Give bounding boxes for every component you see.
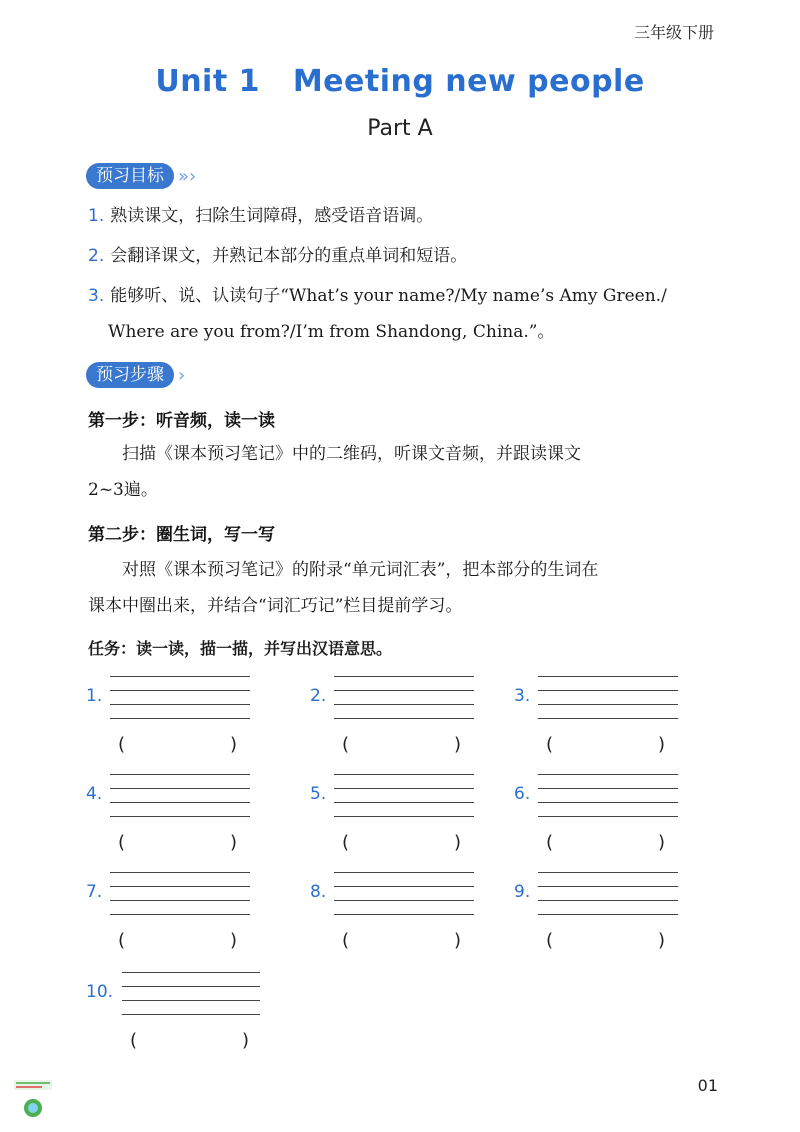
step1-paragraph (88, 436, 716, 508)
answer-field[interactable] (134, 932, 226, 956)
item-number: 3. (514, 686, 531, 706)
step2-paragraph (88, 552, 716, 624)
chevron-right-icon: › (178, 364, 186, 386)
answer-paren-close: ) (454, 930, 462, 951)
writing-line[interactable] (122, 972, 260, 973)
answer-field[interactable] (562, 932, 654, 956)
writing-line[interactable] (334, 676, 474, 677)
page-number: 01 (697, 1076, 718, 1095)
goal-number: 2. (88, 246, 105, 266)
item-number: 9. (514, 882, 531, 902)
writing-line[interactable] (110, 718, 250, 719)
answer-paren-open: ( (118, 930, 126, 951)
writing-line[interactable] (110, 704, 250, 705)
answer-paren-close: ) (230, 832, 238, 853)
answer-paren-open: ( (118, 832, 126, 853)
answer-paren-open: ( (546, 734, 554, 755)
unit-title: Unit 1 Meeting new people (155, 64, 645, 99)
answer-field[interactable] (134, 834, 226, 858)
writing-line[interactable] (110, 900, 250, 901)
task-instruction: 任务：读一读，描一描，并写出汉语意思。 (88, 639, 393, 658)
goal-text: 会翻译课文，并熟记本部分的重点单词和短语。 (110, 246, 468, 266)
writing-line[interactable] (110, 690, 250, 691)
writing-line[interactable] (334, 872, 474, 873)
item-number: 6. (514, 784, 531, 804)
chevron-right-icon: »› (178, 165, 197, 187)
answer-field[interactable] (134, 736, 226, 760)
answer-paren-open: ( (130, 1030, 138, 1051)
item-number: 5. (310, 784, 327, 804)
answer-paren-close: ) (454, 832, 462, 853)
step1-line: 扫描《课本预习笔记》中的二维码，听课文音频，并跟读课文 (122, 444, 581, 464)
writing-line[interactable] (110, 788, 250, 789)
goal-text: 熟读课文，扫除生词障碍，感受语音语调。 (110, 206, 434, 226)
answer-paren-open: ( (342, 930, 350, 951)
writing-line[interactable] (110, 774, 250, 775)
answer-paren-close: ) (230, 734, 238, 755)
writing-line[interactable] (334, 774, 474, 775)
answer-field[interactable] (562, 834, 654, 858)
goals-label: 预习目标 (86, 163, 174, 189)
writing-line[interactable] (538, 900, 678, 901)
writing-line[interactable] (538, 886, 678, 887)
writing-line[interactable] (110, 872, 250, 873)
writing-line[interactable] (334, 718, 474, 719)
answer-paren-close: ) (230, 930, 238, 951)
writing-line[interactable] (110, 816, 250, 817)
answer-paren-open: ( (118, 734, 126, 755)
answer-paren-close: ) (658, 734, 666, 755)
writing-line[interactable] (122, 986, 260, 987)
publisher-logo-icon (12, 1078, 54, 1122)
answer-field[interactable] (146, 1032, 238, 1056)
step1-heading: 第一步：听音频，读一读 (88, 411, 275, 431)
step2-heading: 第二步：圈生词，写一写 (88, 525, 275, 545)
steps-section-header (86, 362, 185, 388)
writing-line[interactable] (538, 676, 678, 677)
answer-field[interactable] (562, 736, 654, 760)
writing-line[interactable] (334, 816, 474, 817)
item-number: 10. (86, 982, 114, 1002)
goals-section-header (86, 163, 196, 189)
part-title: Part A (367, 116, 433, 141)
writing-line[interactable] (334, 788, 474, 789)
writing-line[interactable] (538, 704, 678, 705)
answer-paren-open: ( (546, 930, 554, 951)
writing-line[interactable] (538, 788, 678, 789)
writing-line[interactable] (334, 914, 474, 915)
step2-line: 对照《课本预习笔记》的附录“单元词汇表”，把本部分的生词在 (122, 560, 599, 580)
steps-label: 预习步骤 (86, 362, 174, 388)
goal-item (88, 284, 667, 308)
answer-paren-open: ( (342, 734, 350, 755)
writing-line[interactable] (538, 816, 678, 817)
goal-text: 能够听、说、认读句子“What’s your name?/My name’s Amy Green./ (110, 286, 667, 306)
writing-line[interactable] (110, 914, 250, 915)
item-number: 2. (310, 686, 327, 706)
item-number: 7. (86, 882, 103, 902)
writing-line[interactable] (122, 1000, 260, 1001)
writing-line[interactable] (334, 690, 474, 691)
answer-paren-close: ) (658, 832, 666, 853)
writing-line[interactable] (538, 802, 678, 803)
writing-line[interactable] (538, 718, 678, 719)
writing-line[interactable] (110, 676, 250, 677)
answer-paren-open: ( (342, 832, 350, 853)
answer-paren-close: ) (658, 930, 666, 951)
writing-line[interactable] (334, 886, 474, 887)
goal-item (88, 244, 467, 268)
writing-line[interactable] (110, 802, 250, 803)
answer-field[interactable] (358, 736, 450, 760)
step1-line: 2~3遍。 (88, 480, 158, 500)
writing-line[interactable] (110, 886, 250, 887)
writing-line[interactable] (334, 802, 474, 803)
goal-text-continued: Where are you from?/I’m from Shandong, China.”。 (108, 322, 555, 342)
writing-line[interactable] (538, 690, 678, 691)
goal-number: 1. (88, 206, 105, 226)
writing-line[interactable] (334, 900, 474, 901)
item-number: 1. (86, 686, 103, 706)
grade-label: 三年级下册 (633, 23, 714, 42)
writing-line[interactable] (538, 914, 678, 915)
item-number: 4. (86, 784, 103, 804)
writing-line[interactable] (334, 704, 474, 705)
item-number: 8. (310, 882, 327, 902)
answer-paren-open: ( (546, 832, 554, 853)
writing-line[interactable] (122, 1014, 260, 1015)
writing-line[interactable] (538, 872, 678, 873)
goal-item (88, 204, 433, 228)
answer-paren-close: ) (454, 734, 462, 755)
answer-field[interactable] (358, 834, 450, 858)
writing-line[interactable] (538, 774, 678, 775)
answer-field[interactable] (358, 932, 450, 956)
goal-number: 3. (88, 286, 105, 306)
answer-paren-close: ) (242, 1030, 250, 1051)
step2-line: 课本中圈出来，并结合“词汇巧记”栏目提前学习。 (88, 596, 463, 616)
